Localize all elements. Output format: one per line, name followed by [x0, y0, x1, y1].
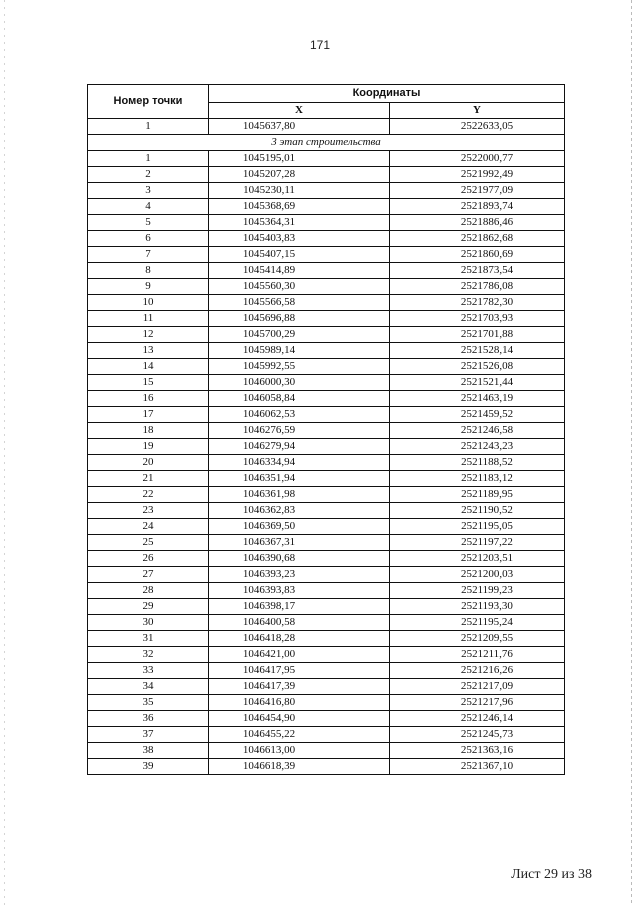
- y-coordinate-cell: 2521195,05: [390, 519, 565, 535]
- table-row: [88, 439, 565, 455]
- y-coordinate-cell: 2521363,16: [390, 743, 565, 759]
- point-number-cell: 23: [88, 503, 209, 519]
- point-number-cell: 13: [88, 343, 209, 359]
- point-number-cell: 5: [88, 215, 209, 231]
- table-row: [88, 631, 565, 647]
- point-number-cell: 24: [88, 519, 209, 535]
- x-coordinate-cell: 1045414,89: [209, 263, 390, 279]
- point-number-cell: 25: [88, 535, 209, 551]
- y-coordinate-cell: 2521886,46: [390, 215, 565, 231]
- y-coordinate-cell: 2521217,96: [390, 695, 565, 711]
- y-coordinate-cell: 2521893,74: [390, 199, 565, 215]
- point-number-cell: 21: [88, 471, 209, 487]
- table-row: [88, 327, 565, 343]
- x-coordinate-cell: 1046418,28: [209, 631, 390, 647]
- table-row: [88, 679, 565, 695]
- table-row: [88, 263, 565, 279]
- y-coordinate-cell: 2521246,14: [390, 711, 565, 727]
- x-coordinate-cell: 1046062,53: [209, 407, 390, 423]
- table-row: [88, 215, 565, 231]
- point-number-cell: 26: [88, 551, 209, 567]
- point-number-cell: 12: [88, 327, 209, 343]
- x-coordinate-cell: 1045403,83: [209, 231, 390, 247]
- y-coordinate-cell: 2522633,05: [390, 119, 565, 135]
- x-coordinate-cell: 1046421,00: [209, 647, 390, 663]
- x-coordinate-cell: 1046362,83: [209, 503, 390, 519]
- sheet-counter: Лист 29 из 38: [511, 867, 592, 882]
- y-coordinate-cell: 2521862,68: [390, 231, 565, 247]
- y-coordinate-cell: 2521203,51: [390, 551, 565, 567]
- point-number-cell: 38: [88, 743, 209, 759]
- y-coordinate-cell: 2521243,23: [390, 439, 565, 455]
- table-row: [88, 375, 565, 391]
- table-row: [88, 711, 565, 727]
- y-coordinate-cell: 2521183,12: [390, 471, 565, 487]
- stage-row: [88, 135, 565, 151]
- point-number-cell: 35: [88, 695, 209, 711]
- point-number-cell: 36: [88, 711, 209, 727]
- table-row: [88, 471, 565, 487]
- point-number-cell: 33: [88, 663, 209, 679]
- header-point-number: Номер точки: [88, 85, 209, 119]
- point-number-cell: 9: [88, 279, 209, 295]
- y-coordinate-cell: 2521209,55: [390, 631, 565, 647]
- table-row: [88, 599, 565, 615]
- x-coordinate-cell: 1046279,94: [209, 439, 390, 455]
- table-row: [88, 663, 565, 679]
- scan-edge-right: [631, 0, 632, 905]
- point-number-cell: 28: [88, 583, 209, 599]
- x-coordinate-cell: 1046369,50: [209, 519, 390, 535]
- point-number-cell: 27: [88, 567, 209, 583]
- table-row: [88, 391, 565, 407]
- table-header-row: [88, 85, 565, 103]
- table-stage-rows: [88, 151, 565, 775]
- table-row: [88, 423, 565, 439]
- stage-label: 3 этап строительства: [88, 135, 565, 151]
- point-number-cell: 7: [88, 247, 209, 263]
- table-row: [88, 535, 565, 551]
- point-number-cell: 29: [88, 599, 209, 615]
- point-number-cell: 14: [88, 359, 209, 375]
- x-coordinate-cell: 1045560,30: [209, 279, 390, 295]
- x-coordinate-cell: 1046393,83: [209, 583, 390, 599]
- x-coordinate-cell: 1046351,94: [209, 471, 390, 487]
- y-coordinate-cell: 2521190,52: [390, 503, 565, 519]
- x-coordinate-cell: 1046058,84: [209, 391, 390, 407]
- header-x: X: [209, 103, 390, 119]
- x-coordinate-cell: 1046361,98: [209, 487, 390, 503]
- table-row: [88, 199, 565, 215]
- table-row: [88, 343, 565, 359]
- x-coordinate-cell: 1046390,68: [209, 551, 390, 567]
- y-coordinate-cell: 2521195,24: [390, 615, 565, 631]
- table-row: [88, 695, 565, 711]
- table-row: [88, 647, 565, 663]
- x-coordinate-cell: 1046417,39: [209, 679, 390, 695]
- y-coordinate-cell: 2521782,30: [390, 295, 565, 311]
- x-coordinate-cell: 1045207,28: [209, 167, 390, 183]
- point-number-cell: 3: [88, 183, 209, 199]
- table-row: [88, 743, 565, 759]
- y-coordinate-cell: 2521860,69: [390, 247, 565, 263]
- table-row: [88, 567, 565, 583]
- point-number-cell: 15: [88, 375, 209, 391]
- y-coordinate-cell: 2521463,19: [390, 391, 565, 407]
- table-row: [88, 503, 565, 519]
- table-row: [88, 519, 565, 535]
- y-coordinate-cell: 2521197,22: [390, 535, 565, 551]
- y-coordinate-cell: 2521786,08: [390, 279, 565, 295]
- x-coordinate-cell: 1046613,00: [209, 743, 390, 759]
- table-stage-section: [88, 135, 565, 151]
- x-coordinate-cell: 1046000,30: [209, 375, 390, 391]
- table-row: [88, 759, 565, 775]
- y-coordinate-cell: 2521526,08: [390, 359, 565, 375]
- scan-edge-left: [4, 0, 5, 905]
- table-row: [88, 247, 565, 263]
- table-row: [88, 583, 565, 599]
- point-number-cell: 22: [88, 487, 209, 503]
- point-number-cell: 31: [88, 631, 209, 647]
- x-coordinate-cell: 1045700,29: [209, 327, 390, 343]
- x-coordinate-cell: 1045364,31: [209, 215, 390, 231]
- x-coordinate-cell: 1046398,17: [209, 599, 390, 615]
- point-number-cell: 39: [88, 759, 209, 775]
- x-coordinate-cell: 1045195,01: [209, 151, 390, 167]
- y-coordinate-cell: 2521528,14: [390, 343, 565, 359]
- x-coordinate-cell: 1045989,14: [209, 343, 390, 359]
- point-number-cell: 30: [88, 615, 209, 631]
- x-coordinate-cell: 1045368,69: [209, 199, 390, 215]
- point-number-cell: 11: [88, 311, 209, 327]
- y-coordinate-cell: 2521216,26: [390, 663, 565, 679]
- point-number-cell: 37: [88, 727, 209, 743]
- table-row: [88, 119, 565, 135]
- point-number-cell: 32: [88, 647, 209, 663]
- coordinates-table: [87, 84, 565, 775]
- x-coordinate-cell: 1046417,95: [209, 663, 390, 679]
- x-coordinate-cell: 1046400,58: [209, 615, 390, 631]
- y-coordinate-cell: 2521873,54: [390, 263, 565, 279]
- point-number-cell: 34: [88, 679, 209, 695]
- y-coordinate-cell: 2521188,52: [390, 455, 565, 471]
- x-coordinate-cell: 1046393,23: [209, 567, 390, 583]
- x-coordinate-cell: 1046454,90: [209, 711, 390, 727]
- x-coordinate-cell: 1045407,15: [209, 247, 390, 263]
- point-number-cell: 4: [88, 199, 209, 215]
- y-coordinate-cell: 2521246,58: [390, 423, 565, 439]
- y-coordinate-cell: 2521189,95: [390, 487, 565, 503]
- y-coordinate-cell: 2521199,23: [390, 583, 565, 599]
- x-coordinate-cell: 1046416,80: [209, 695, 390, 711]
- point-number-cell: 1: [88, 119, 209, 135]
- y-coordinate-cell: 2521703,93: [390, 311, 565, 327]
- y-coordinate-cell: 2521992,49: [390, 167, 565, 183]
- point-number-cell: 2: [88, 167, 209, 183]
- table-row: [88, 295, 565, 311]
- point-number-cell: 20: [88, 455, 209, 471]
- y-coordinate-cell: 2522000,77: [390, 151, 565, 167]
- y-coordinate-cell: 2521459,52: [390, 407, 565, 423]
- table-row: [88, 167, 565, 183]
- table-row: [88, 279, 565, 295]
- table-row: [88, 727, 565, 743]
- table-row: [88, 311, 565, 327]
- y-coordinate-cell: 2521977,09: [390, 183, 565, 199]
- y-coordinate-cell: 2521217,09: [390, 679, 565, 695]
- y-coordinate-cell: 2521193,30: [390, 599, 565, 615]
- table-first-section: [88, 119, 565, 135]
- x-coordinate-cell: 1046334,94: [209, 455, 390, 471]
- point-number-cell: 10: [88, 295, 209, 311]
- x-coordinate-cell: 1045637,80: [209, 119, 390, 135]
- x-coordinate-cell: 1045566,58: [209, 295, 390, 311]
- x-coordinate-cell: 1046367,31: [209, 535, 390, 551]
- point-number-cell: 18: [88, 423, 209, 439]
- y-coordinate-cell: 2521701,88: [390, 327, 565, 343]
- x-coordinate-cell: 1045992,55: [209, 359, 390, 375]
- point-number-cell: 6: [88, 231, 209, 247]
- point-number-cell: 19: [88, 439, 209, 455]
- y-coordinate-cell: 2521367,10: [390, 759, 565, 775]
- y-coordinate-cell: 2521211,76: [390, 647, 565, 663]
- header-y: Y: [390, 103, 565, 119]
- table-row: [88, 455, 565, 471]
- y-coordinate-cell: 2521245,73: [390, 727, 565, 743]
- table-row: [88, 551, 565, 567]
- table-row: [88, 231, 565, 247]
- point-number-cell: 17: [88, 407, 209, 423]
- point-number-cell: 1: [88, 151, 209, 167]
- x-coordinate-cell: 1045696,88: [209, 311, 390, 327]
- table-row: [88, 615, 565, 631]
- point-number-cell: 16: [88, 391, 209, 407]
- table-row: [88, 359, 565, 375]
- table-row: [88, 407, 565, 423]
- table-row: [88, 183, 565, 199]
- x-coordinate-cell: 1046276,59: [209, 423, 390, 439]
- x-coordinate-cell: 1046455,22: [209, 727, 390, 743]
- y-coordinate-cell: 2521200,03: [390, 567, 565, 583]
- page-number: 171: [309, 38, 331, 52]
- table-row: [88, 151, 565, 167]
- table-row: [88, 487, 565, 503]
- x-coordinate-cell: 1045230,11: [209, 183, 390, 199]
- x-coordinate-cell: 1046618,39: [209, 759, 390, 775]
- point-number-cell: 8: [88, 263, 209, 279]
- y-coordinate-cell: 2521521,44: [390, 375, 565, 391]
- header-coordinates: Координаты: [209, 85, 565, 103]
